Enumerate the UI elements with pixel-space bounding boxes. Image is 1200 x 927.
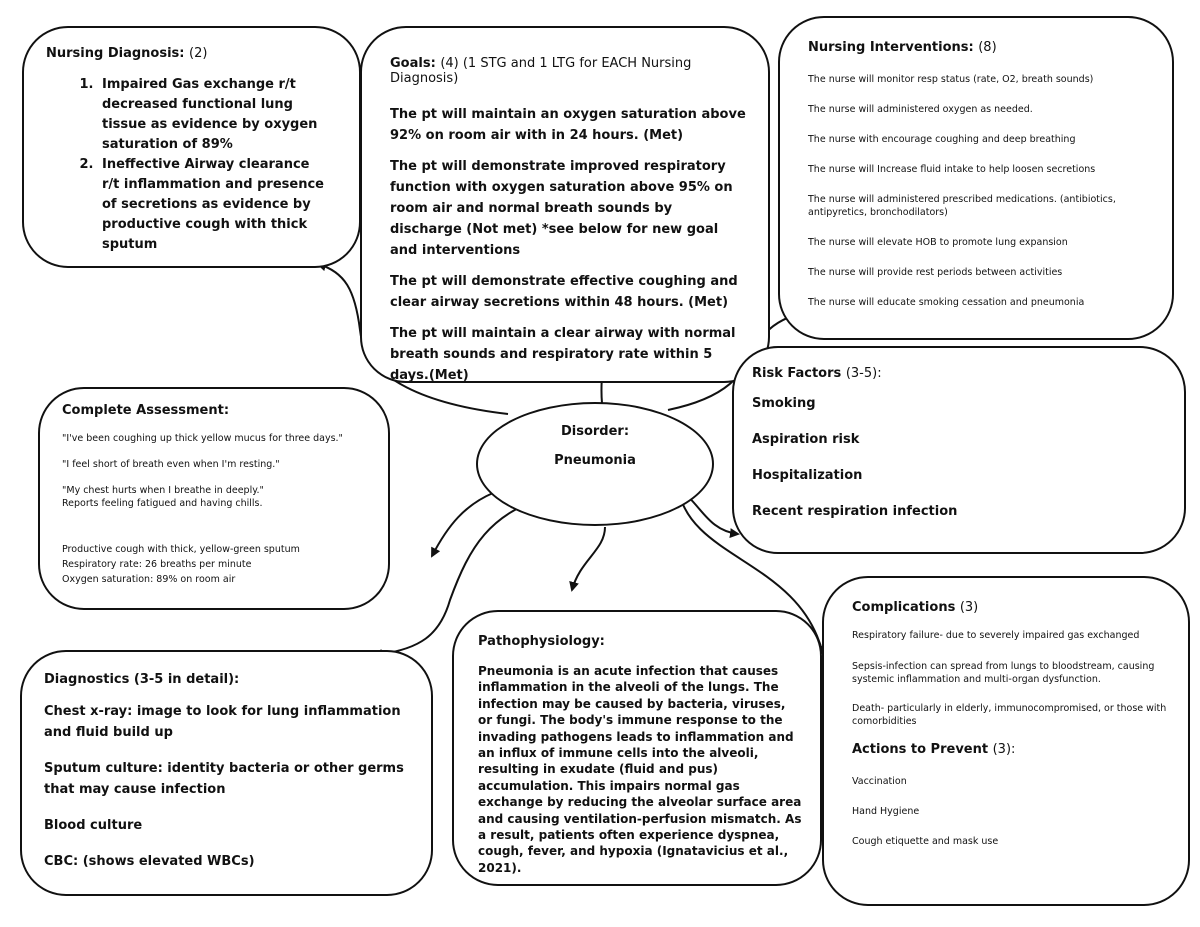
assessment-finding: Productive cough with thick, yellow-green sputum	[62, 544, 300, 555]
diagnostics-title: Diagnostics (3-5 in detail):	[44, 672, 240, 687]
risk-factor-item: Smoking	[752, 396, 816, 411]
goal-item: The pt will demonstrate effective coughing and clear airway secretions within 48 hours. (Met)	[390, 274, 738, 310]
complication-item: Sepsis-infection can spread from lungs to bloodstream, causing systemic inflammation and multi-organ dysfunction.	[852, 661, 1155, 685]
diagnostic-item: Blood culture	[44, 818, 143, 833]
interventions-title: Nursing Interventions: (8)	[808, 40, 997, 55]
goal-item: The pt will maintain a clear airway with normal breath sounds and respiratory rate within 5 days.(Met)	[390, 326, 736, 383]
assessment-report: Reports feeling fatigued and having chills.	[62, 498, 263, 509]
pathophysiology-box	[452, 610, 822, 886]
prevent-item: Vaccination	[852, 776, 907, 787]
pathophysiology-text: Pneumonia is an acute infection that causes inflammation in the alveoli of the lungs. The infection may be caused by bacteria, viruses, or fungi. The body's immune response to the invading pathogens leads to inflammation and an influx of immune cells into the alveoli, resulting in exudate (fluid and pus) accumulation. This impairs normal gas exchange by reducing the alveolar surface area and causing ventilation-perfusion mismatch. As a result, patients often experience dyspnea, cough, fever, and hypoxia (Ignatavicius et al., 2021).	[478, 664, 802, 875]
assessment-finding: Oxygen saturation: 89% on room air	[62, 574, 236, 585]
assessment-quote: "I feel short of breath even when I'm resting."	[62, 459, 280, 470]
risk-factors-box	[732, 346, 1186, 554]
goal-item: The pt will demonstrate improved respiratory function with oxygen saturation above 95% on room air and normal breath sounds by discharge (Not met) *see below for new goal and interventions	[390, 159, 733, 258]
diagnostics-box	[20, 650, 433, 896]
intervention-item: The nurse with encourage coughing and deep breathing	[808, 134, 1076, 145]
assessment-quote: "I've been coughing up thick yellow mucus for three days."	[62, 433, 343, 444]
disorder-node	[476, 402, 714, 526]
nursing-diagnosis-title: Nursing Diagnosis: (2)	[46, 46, 208, 61]
risk-factor-item: Recent respiration infection	[752, 504, 958, 519]
arrow-to-assessment	[432, 493, 493, 556]
intervention-item: The nurse will Increase fluid intake to help loosen secretions	[808, 164, 1096, 175]
diagnostic-item: Sputum culture: identity bacteria or other germs that may cause infection	[44, 761, 404, 797]
assessment-finding: Respiratory rate: 26 breaths per minute	[62, 559, 252, 570]
complication-item: Respiratory failure- due to severely impaired gas exchanged	[852, 630, 1140, 641]
complications-title: Complications (3)	[852, 600, 979, 615]
nursing-interventions-box	[778, 16, 1174, 340]
goals-box	[360, 26, 770, 383]
assessment-box	[38, 387, 390, 610]
complications-box	[822, 576, 1190, 906]
prevent-title: Actions to Prevent (3):	[852, 742, 1016, 757]
diagnosis-item: 2. Ineffective Airway clearance r/t inflammation and presence of secretions as evidence by productive cough with thick sputum	[98, 155, 328, 255]
goal-item: The pt will maintain an oxygen saturation above 92% on room air with in 24 hours. (Met)	[390, 107, 746, 143]
intervention-item: The nurse will administered prescribed medications. (antibiotics, antipyretics, bronchodilators)	[808, 194, 1116, 218]
prevent-item: Cough etiquette and mask use	[852, 836, 999, 847]
risk-factor-item: Hospitalization	[752, 468, 863, 483]
complication-item: Death- particularly in elderly, immunocompromised, or those with comorbidities	[852, 703, 1167, 727]
intervention-item: The nurse will elevate HOB to promote lung expansion	[808, 237, 1068, 248]
intervention-item: The nurse will educate smoking cessation and pneumonia	[808, 297, 1085, 308]
assessment-quote: "My chest hurts when I breathe in deeply."	[62, 485, 264, 496]
risk-factor-item: Aspiration risk	[752, 432, 860, 447]
diagnosis-item: 1. Impaired Gas exchange r/t decreased functional lung tissue as evidence by oxygen saturation of 89%	[98, 75, 328, 155]
goals-title: Goals: (4) (1 STG and 1 LTG for EACH Nursing Diagnosis)	[390, 56, 692, 86]
pathophysiology-title: Pathophysiology:	[478, 634, 605, 649]
disorder-label: Disorder:	[560, 424, 630, 439]
assessment-title: Complete Assessment:	[62, 403, 230, 418]
disorder-name: Pneumonia	[554, 453, 636, 468]
prevent-item: Hand Hygiene	[852, 806, 920, 817]
risk-factors-title: Risk Factors (3-5):	[752, 366, 882, 381]
diagnostic-item: CBC: (shows elevated WBCs)	[44, 854, 255, 869]
nursing-diagnosis-box	[22, 26, 361, 268]
intervention-item: The nurse will administered oxygen as needed.	[808, 104, 1033, 115]
intervention-item: The nurse will provide rest periods between activities	[808, 267, 1063, 278]
diagnostic-item: Chest x-ray: image to look for lung inflammation and fluid build up	[44, 704, 401, 740]
arrow-to-pathophysiology	[572, 527, 605, 590]
intervention-item: The nurse will monitor resp status (rate, O2, breath sounds)	[808, 74, 1094, 85]
